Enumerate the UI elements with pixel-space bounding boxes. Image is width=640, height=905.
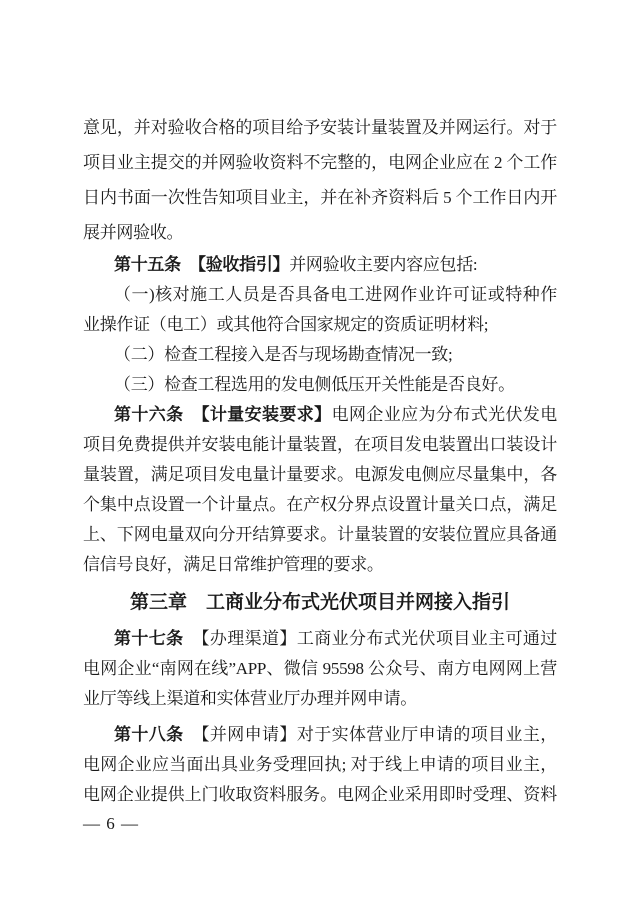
text-segment: 量装置，满足项目发电量计量要求。电源发电侧应尽量集中，各 bbox=[83, 465, 557, 484]
chapter-heading bbox=[83, 588, 557, 618]
document-body bbox=[83, 110, 557, 810]
text-line bbox=[83, 750, 557, 780]
text-segment: 业操作证（电工）或其他符合国家规定的资质证明材料; bbox=[83, 315, 489, 334]
text-segment: 【办理渠道】工商业分布式光伏项目业主可通过 bbox=[183, 629, 557, 648]
paragraph bbox=[83, 110, 557, 250]
bold-text-segment: 第十七条 bbox=[114, 629, 184, 648]
text-line bbox=[83, 684, 557, 714]
text-line bbox=[83, 624, 557, 654]
text-segment: 【并网申请】对于实体营业厅申请的项目业主， bbox=[183, 725, 557, 744]
bold-text-segment: 【计量安装要求】 bbox=[200, 405, 332, 424]
text-segment: 上、下网电量双向分开结算要求。计量装置的安装位置应具备通 bbox=[83, 525, 557, 544]
text-line bbox=[83, 370, 557, 400]
text-line bbox=[83, 654, 557, 684]
paragraph bbox=[83, 720, 557, 810]
text-line bbox=[83, 550, 557, 580]
paragraph bbox=[83, 624, 557, 714]
text-line bbox=[83, 720, 557, 750]
text-line bbox=[83, 400, 557, 430]
text-segment: 电网企业提供上门收取资料服务。电网企业采用即时受理、资料 bbox=[83, 785, 557, 804]
text-segment bbox=[181, 255, 198, 274]
text-segment: （一)核对施工人员是否具备电工进网作业许可证或特种作 bbox=[114, 285, 557, 304]
text-line bbox=[83, 780, 557, 810]
text-segment bbox=[184, 405, 201, 424]
bold-text-segment: 第十六条 bbox=[114, 405, 184, 424]
paragraph bbox=[83, 340, 557, 370]
text-segment: 并网验收主要内容应包括: bbox=[289, 255, 478, 274]
text-segment: 电网企业“南网在线”APP、微信 95598 公众号、南方电网网上营 bbox=[83, 659, 557, 678]
text-segment: 项目免费提供并安装电能计量装置，在项目发电装置出口装设计 bbox=[83, 435, 557, 454]
text-segment: 项目业主提交的并网验收资料不完整的，电网企业应在 2 个工作 bbox=[83, 153, 557, 172]
text-line bbox=[83, 250, 557, 280]
text-line bbox=[83, 340, 557, 370]
bold-text-segment: 【验收指引】 bbox=[197, 255, 290, 274]
bold-text-segment: 第十八条 bbox=[114, 725, 184, 744]
text-segment: （二）检查工程接入是否与现场勘查情况一致; bbox=[114, 345, 453, 364]
text-line bbox=[83, 280, 557, 310]
chapter-heading-line bbox=[83, 588, 557, 618]
text-line bbox=[83, 180, 557, 215]
bold-text-segment: 第十五条 bbox=[114, 255, 181, 274]
text-line bbox=[83, 145, 557, 180]
text-segment: 信信号良好，满足日常维护管理的要求。 bbox=[83, 555, 384, 574]
page-number: — 6 — bbox=[83, 814, 139, 833]
paragraph bbox=[83, 370, 557, 400]
text-line bbox=[83, 460, 557, 490]
text-segment: 电网企业应为分布式光伏发电 bbox=[331, 405, 557, 424]
bold-text-segment: 第三章 工商业分布式光伏项目并网接入指引 bbox=[129, 592, 510, 613]
text-segment: （三）检查工程选用的发电侧低压开关性能是否良好。 bbox=[114, 375, 515, 394]
text-line bbox=[83, 430, 557, 460]
text-line bbox=[83, 110, 557, 145]
text-segment: 业厅等线上渠道和实体营业厅办理并网申请。 bbox=[83, 689, 417, 708]
text-segment: 展并网验收。 bbox=[83, 223, 184, 242]
text-line bbox=[83, 310, 557, 340]
text-line bbox=[83, 215, 557, 250]
text-segment: 个集中点设置一个计量点。在产权分界点设置计量关口点，满足 bbox=[83, 495, 557, 514]
text-segment: 日内书面一次性告知项目业主，并在补齐资料后 5 个工作日内开 bbox=[83, 188, 557, 207]
text-line bbox=[83, 520, 557, 550]
text-segment: 电网企业应当面出具业务受理回执; 对于线上申请的项目业主， bbox=[83, 755, 557, 774]
paragraph bbox=[83, 400, 557, 580]
text-line bbox=[83, 490, 557, 520]
text-segment: 意见，并对验收合格的项目给予安装计量装置及并网运行。对于 bbox=[83, 118, 557, 137]
paragraph bbox=[83, 280, 557, 340]
paragraph bbox=[83, 250, 557, 280]
